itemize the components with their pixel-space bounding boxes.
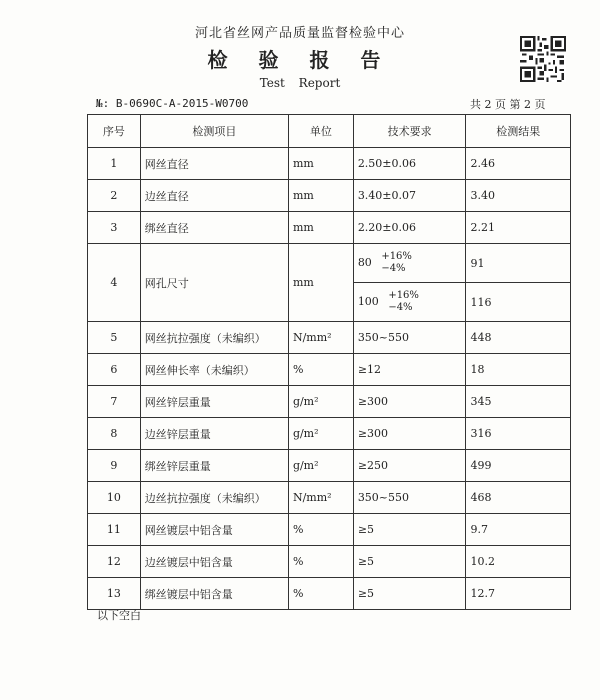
table-row bbox=[88, 386, 571, 418]
col-header-requirement: 技术要求 bbox=[353, 115, 466, 148]
row-no: 2 bbox=[88, 180, 141, 212]
row-no: 5 bbox=[88, 322, 141, 354]
row-item: 边丝锌层重量 bbox=[140, 418, 288, 450]
table-row bbox=[88, 418, 571, 450]
row-unit: N/mm² bbox=[288, 482, 353, 514]
row-requirement: ≥5 bbox=[353, 578, 466, 610]
table-row bbox=[88, 244, 571, 283]
row-no: 7 bbox=[88, 386, 141, 418]
row-no: 13 bbox=[88, 578, 141, 610]
row-unit: mm bbox=[288, 244, 353, 322]
mesh-size-base: 100 bbox=[357, 295, 379, 308]
row-item: 边丝镀层中铝含量 bbox=[140, 546, 288, 578]
row-result: 9.7 bbox=[466, 514, 571, 546]
row-requirement bbox=[353, 244, 466, 283]
table-row bbox=[88, 322, 571, 354]
qr-code-icon bbox=[520, 36, 566, 82]
row-item: 网丝锌层重量 bbox=[140, 386, 288, 418]
row-item: 绑丝直径 bbox=[140, 212, 288, 244]
row-result: 116 bbox=[466, 283, 571, 322]
row-unit: g/m² bbox=[288, 450, 353, 482]
row-no: 9 bbox=[88, 450, 141, 482]
page-info: 共 2 页 第 2 页 bbox=[470, 98, 546, 111]
row-item: 边丝抗拉强度（未编织） bbox=[140, 482, 288, 514]
table-row bbox=[88, 514, 571, 546]
tolerance-minus: −4% bbox=[381, 263, 406, 274]
row-no: 1 bbox=[88, 148, 141, 180]
table-row bbox=[88, 354, 571, 386]
table-row bbox=[88, 180, 571, 212]
row-unit: g/m² bbox=[288, 418, 353, 450]
table-row bbox=[88, 148, 571, 180]
table-row bbox=[88, 578, 571, 610]
table-header-row bbox=[88, 115, 571, 148]
mesh-size-tolerance bbox=[381, 251, 412, 275]
row-result: 10.2 bbox=[466, 546, 571, 578]
row-unit: mm bbox=[288, 212, 353, 244]
mesh-size-tolerance bbox=[388, 290, 419, 314]
table-row bbox=[88, 212, 571, 244]
row-item: 网丝直径 bbox=[140, 148, 288, 180]
col-header-result: 检测结果 bbox=[466, 115, 571, 148]
row-requirement: ≥5 bbox=[353, 546, 466, 578]
report-title: 检 验 报 告 bbox=[207, 48, 393, 72]
row-requirement: 2.50±0.06 bbox=[353, 148, 466, 180]
row-unit: % bbox=[288, 546, 353, 578]
row-requirement bbox=[353, 283, 466, 322]
table-row bbox=[88, 450, 571, 482]
row-no: 12 bbox=[88, 546, 141, 578]
tolerance-minus: −4% bbox=[388, 302, 413, 313]
row-requirement: ≥300 bbox=[353, 386, 466, 418]
row-requirement: ≥12 bbox=[353, 354, 466, 386]
row-item: 边丝直径 bbox=[140, 180, 288, 212]
row-unit: % bbox=[288, 578, 353, 610]
tolerance-plus: +16% bbox=[388, 290, 419, 301]
row-result: 345 bbox=[466, 386, 571, 418]
col-header-unit: 单位 bbox=[288, 115, 353, 148]
row-requirement: ≥300 bbox=[353, 418, 466, 450]
row-result: 499 bbox=[466, 450, 571, 482]
row-result: 468 bbox=[466, 482, 571, 514]
col-header-item: 检测项目 bbox=[140, 115, 288, 148]
table-row bbox=[88, 482, 571, 514]
row-item: 网丝镀层中铝含量 bbox=[140, 514, 288, 546]
row-result: 448 bbox=[466, 322, 571, 354]
blank-below-note: 以下空白 bbox=[97, 609, 141, 622]
row-item: 网丝抗拉强度（未编织） bbox=[140, 322, 288, 354]
row-requirement: 2.20±0.06 bbox=[353, 212, 466, 244]
row-no: 4 bbox=[88, 244, 141, 322]
row-result: 12.7 bbox=[466, 578, 571, 610]
row-result: 2.46 bbox=[466, 148, 571, 180]
results-table bbox=[87, 114, 571, 610]
row-result: 18 bbox=[466, 354, 571, 386]
col-header-no: 序号 bbox=[88, 115, 141, 148]
row-requirement: ≥250 bbox=[353, 450, 466, 482]
row-unit: mm bbox=[288, 148, 353, 180]
row-item: 绑丝镀层中铝含量 bbox=[140, 578, 288, 610]
row-item: 绑丝锌层重量 bbox=[140, 450, 288, 482]
row-item: 网丝伸长率（未编织） bbox=[140, 354, 288, 386]
table-row bbox=[88, 546, 571, 578]
row-requirement: 3.40±0.07 bbox=[353, 180, 466, 212]
tolerance-plus: +16% bbox=[381, 251, 412, 262]
organization-name: 河北省丝网产品质量监督检验中心 bbox=[194, 26, 405, 41]
row-no: 8 bbox=[88, 418, 141, 450]
row-unit: N/mm² bbox=[288, 322, 353, 354]
report-number: №: B-0690C-A-2015-W0700 bbox=[96, 97, 249, 110]
row-unit: g/m² bbox=[288, 386, 353, 418]
row-result: 91 bbox=[466, 244, 571, 283]
row-result: 3.40 bbox=[466, 180, 571, 212]
mesh-size-base: 80 bbox=[357, 256, 372, 269]
row-no: 3 bbox=[88, 212, 141, 244]
row-unit: mm bbox=[288, 180, 353, 212]
row-no: 11 bbox=[88, 514, 141, 546]
row-requirement: 350~550 bbox=[353, 482, 466, 514]
row-result: 2.21 bbox=[466, 212, 571, 244]
row-requirement: 350~550 bbox=[353, 322, 466, 354]
report-subtitle: Test Report bbox=[259, 76, 341, 90]
row-no: 6 bbox=[88, 354, 141, 386]
row-no: 10 bbox=[88, 482, 141, 514]
row-result: 316 bbox=[466, 418, 571, 450]
row-unit: % bbox=[288, 354, 353, 386]
row-requirement: ≥5 bbox=[353, 514, 466, 546]
row-item: 网孔尺寸 bbox=[140, 244, 288, 322]
row-unit: % bbox=[288, 514, 353, 546]
